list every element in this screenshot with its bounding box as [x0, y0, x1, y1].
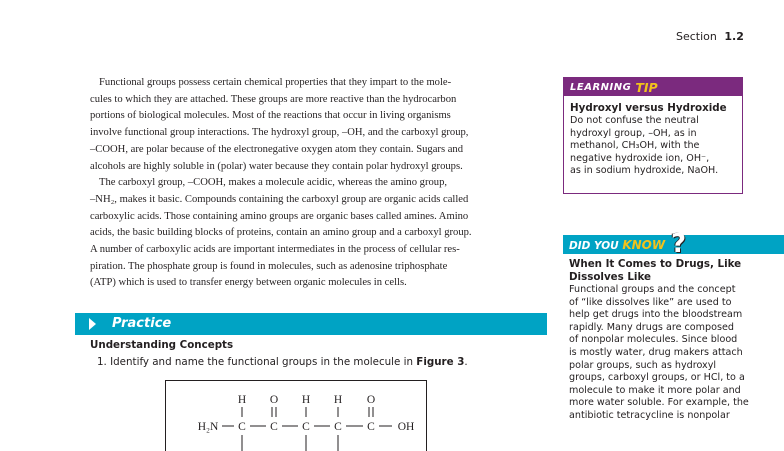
dyk-line: molecule to make it more polar and: [569, 384, 741, 396]
dyk-line: rapidly. Many drugs are composed: [569, 321, 734, 333]
tip-line: methanol, CH₃OH, with the: [570, 140, 700, 152]
chain-atom-c1: C: [238, 421, 246, 433]
did-you-know-header: [563, 229, 784, 259]
tip-line: negative hydroxide ion, OH⁻,: [570, 152, 710, 164]
did-you-know-body: [569, 258, 774, 423]
text-line: acids, the basic building blocks of proteins, contain an amino group and a carboxyl group.: [90, 227, 472, 239]
text-line: alcohols are highly soluble in (polar) water because they contain polar hydroxyl groups.: [90, 160, 463, 172]
question-mark-icon: ?: [671, 229, 687, 259]
tip-line: Do not confuse the neutral: [570, 115, 699, 126]
learning-label: LEARNING: [570, 81, 632, 93]
text-line: Functional groups possess certain chemical properties that they impart to the mole-: [99, 77, 452, 88]
chain-atom-c5: C: [367, 421, 375, 433]
text-line: The carboxyl group, –COOH, makes a molecule acidic, whereas the amino group,: [99, 177, 448, 189]
text-line: involve functional group interactions. The hydroxyl group, –OH, and the carboxyl group,: [90, 127, 469, 139]
dyk-title-line: When It Comes to Drugs, Like: [569, 258, 742, 270]
know-label: KNOW: [622, 238, 666, 252]
dyk-line: groups, carboxyl groups, or HCl, to a: [569, 372, 745, 384]
did-you-know-label: [569, 238, 665, 252]
did-you-know-title: [569, 258, 774, 284]
paragraph-2: [90, 175, 540, 292]
text-line: –NH₂, makes it basic. Compounds containing the carboxyl group are organic acids called: [90, 193, 469, 205]
section-number: 1.2: [724, 30, 744, 43]
dyk-line: antibiotic tetracycline is nonpolar: [569, 409, 730, 421]
top-atom-5: O: [366, 394, 376, 406]
text-line: portions of biological molecules. Most of the reactions that occur in living organisms: [90, 110, 451, 122]
text-line: piration. The phosphate group is found in molecules, such as adenosine triphosphate: [90, 260, 448, 272]
text-line: cules to which they are attached. These groups are more reactive than the hydrocarbon: [90, 93, 457, 105]
dyk-line: is mostly water, drug makers attach: [569, 346, 743, 358]
text-line: (ATP) which is used to transfer energy between organic molecules in cells.: [90, 277, 407, 289]
paragraph-1: [90, 75, 540, 175]
learning-tip-header: [564, 78, 742, 96]
tip-label: TIP: [635, 79, 658, 95]
question-end: .: [464, 356, 468, 368]
top-atom-4: H: [333, 394, 343, 406]
section-label: Section: [676, 30, 717, 43]
chain-atom-c4: C: [334, 421, 342, 433]
tip-line: as in sodium hydroxide, NaOH.: [570, 165, 719, 177]
did-you-know-text: [569, 284, 774, 423]
tip-line: hydroxyl group, –OH, as in: [570, 127, 697, 139]
learning-tip-title: Hydroxyl versus Hydroxide: [570, 102, 727, 114]
dyk-line: of nonpolar molecules. Since blood: [569, 334, 738, 346]
top-atom-2: O: [269, 394, 279, 406]
did-you-label: DID YOU: [569, 240, 619, 252]
question-text: Identify and name the functional groups in the molecule in: [110, 356, 413, 368]
dyk-line: more water soluble. For example, the: [569, 397, 749, 409]
dyk-line: help get drugs into the bloodstream: [569, 309, 743, 321]
dyk-line: Functional groups and the concept: [569, 284, 736, 295]
practice-bar: [75, 313, 547, 335]
chain-atom-hydroxyl: OH: [397, 421, 415, 433]
top-atom-1: H: [237, 394, 247, 406]
text-line: carboxylic acids. Those containing amino groups are organic bases called amines. Amino: [90, 210, 469, 222]
practice-subheading: Understanding Concepts: [90, 339, 234, 351]
body-text: [90, 75, 540, 292]
learning-tip-body: [570, 115, 742, 178]
question-number: 1.: [97, 356, 107, 368]
text-line: A number of carboxylic acids are important intermediates in the process of cellular res-: [90, 244, 460, 256]
practice-question: [97, 356, 468, 368]
dyk-line: polar groups, such as hydroxyl: [569, 359, 717, 371]
figure-reference[interactable]: Figure 3: [416, 356, 465, 368]
section-header: [676, 30, 744, 43]
dyk-title-line: Dissolves Like: [569, 271, 651, 283]
molecule-figure: [165, 380, 427, 451]
chain-atom-c2: C: [270, 421, 278, 433]
text-line: –COOH, are polar because of the electronegative oxygen atom they contain. Sugars and: [90, 143, 464, 155]
chain-atom-c3: C: [302, 421, 310, 433]
practice-label: Practice: [112, 316, 172, 331]
top-atom-3: H: [301, 394, 311, 406]
learning-tip-box: [563, 77, 743, 194]
dyk-line: of “like dissolves like” are used to: [569, 296, 732, 308]
chain-atom-amine: H₂N: [197, 421, 219, 433]
arrow-right-icon: [89, 318, 96, 330]
